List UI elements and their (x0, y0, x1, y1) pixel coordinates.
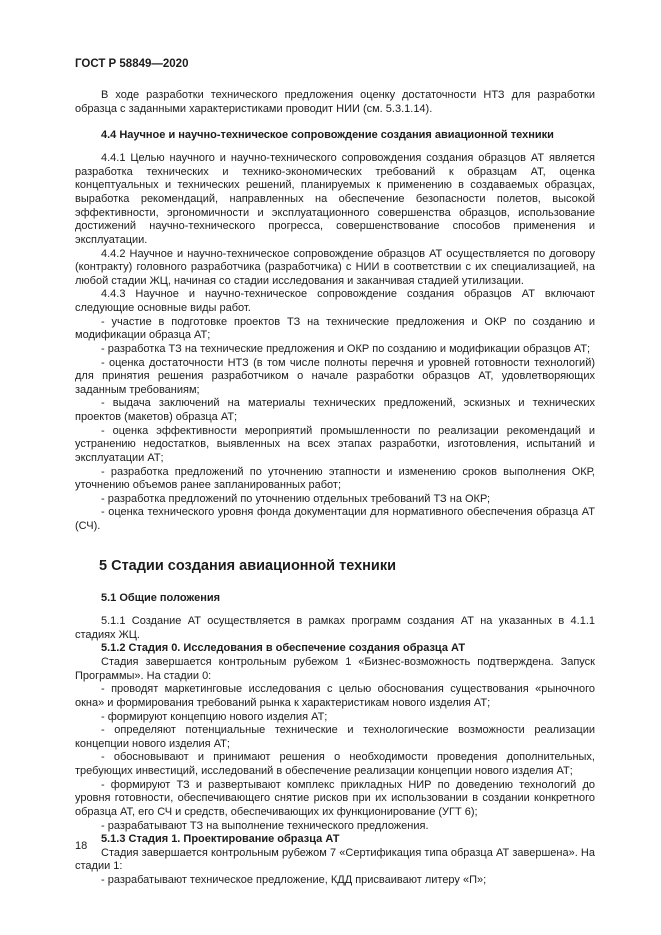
list-item: - разработка предложений по уточнению отдельных требований ТЗ на ОКР; (101, 492, 491, 505)
page-number: 18 (75, 840, 88, 852)
paragraph-4-4-2: 4.4.2 Научное и научно-техническое сопровождение образцов АТ осуществляется по договору (контракту) головного разработчика (разработчика) с НИИ в соответствии с их специализацией, на любой стадии ЖЦ, начиная со стадии исследования и заканчивая стадией утилизации. (75, 247, 595, 287)
heading-5-1: 5.1 Общие положения (101, 591, 221, 604)
heading-4-4: 4.4 Научное и научно-техническое сопровождение создания авиационной техники (101, 128, 554, 141)
paragraph-4-4-3: 4.4.3 Научное и научно-техническое сопровождение создания образцов АТ включают следующие основные виды работ. (75, 288, 595, 314)
paragraph-stage-0: Стадия завершается контрольным рубежом 1 «Бизнес-возможность подтверждена. Запуск Программы». На стадии 0: (75, 656, 595, 682)
paragraph-5-1-1: 5.1.1 Создание АТ осуществляется в рамках программ создания АТ на указанных в 4.1.1 стадиях ЖЦ. (75, 615, 595, 641)
list-item: - разработка предложений по уточнению этапности и изменению сроков выполнения ОКР, уточнению объемов ранее запланированных работ; (75, 465, 595, 492)
paragraph-stage-1: Стадия завершается контрольным рубежом 7 «Сертификация типа образца АТ завершена». На стадии 1: (75, 846, 595, 873)
list-item: - выдача заключений на материалы технических предложений, эскизных и технических проектов (макетов) образца АТ; (75, 397, 595, 423)
list-item: - разрабатывают техническое предложение, КДД присваивают литеру «П»; (101, 874, 487, 887)
list-item: - проводят маркетинговые исследования с целью обоснования существования «рыночного окна» и формирования требований рынка к характеристикам нового изделия АТ; (75, 683, 595, 709)
list-item: - формируют ТЗ и развертывают комплекс прикладных НИР по доведению технологий до уровня готовности, обеспечивающего снятие рисков при их использовании в создании конкретного образца АТ, его СЧ и средств, обеспечивающих их функционирование (УГТ 6); (75, 778, 595, 818)
paragraph-intro: В ходе разработки технического предложения оценку достаточности НТЗ для разработки образца с заданными характеристиками проводит НИИ (см. 5.3.1.14). (75, 89, 595, 115)
doc-number-header: ГОСТ Р 58849—2020 (75, 58, 189, 70)
heading-5-1-2: 5.1.2 Стадия 0. Исследования в обеспечение создания образца АТ (101, 642, 466, 655)
list-item: - разрабатывают ТЗ на выполнение технического предложения. (101, 819, 429, 832)
list-item: - обосновывают и принимают решения о необходимости проведения дополнительных, требующих инвестиций, исследований в обеспечение реализации концепции нового изделия АТ; (75, 751, 595, 778)
paragraph-4-4-1: 4.4.1 Целью научного и научно-технического сопровождения создания образцов АТ является разработка технических и технико-экономических требований к образцам АТ, оценка концептуальных и технических решений, планируемых к применению в создаваемых образцах, выработка рекомендаций, направленных на обеспечение безопасности полетов, высокой эффективности, эргономичности и эксплуатационного совершенства образцов, использование достижений научно-технического прогресса, совершенствование способов применения и эксплуатации. (75, 152, 595, 246)
list-item: - оценка технического уровня фонда документации для нормативного обеспечения образца АТ (СЧ). (75, 506, 595, 532)
list-item: - определяют потенциальные технические и технологические возможности реализации концепции нового изделия АТ; (75, 724, 595, 750)
list-item: - участие в подготовке проектов ТЗ на технические предложения и ОКР по созданию и модификации образца АТ; (75, 315, 595, 342)
document-body (75, 89, 595, 887)
heading-5-1-3: 5.1.3 Стадия 1. Проектирование образца АТ (101, 833, 340, 846)
heading-5: 5 Стадии создания авиационной техники (99, 557, 396, 574)
list-item: - оценка достаточности НТЗ (в том числе полноты перечня и уровней готовности технологий) для принятия решения разработчиком о начале разработки образцов АТ, удовлетворяющих заданным требованиям; (75, 356, 595, 396)
list-item: - разработка ТЗ на технические предложения и ОКР по созданию и модификации образцов АТ; (101, 342, 591, 355)
list-item: - оценка эффективности мероприятий промышленности по реализации рекомендаций и устранению недостатков, выявленных на всех этапах разработки, изготовления, испытаний и эксплуатации АТ; (75, 424, 595, 464)
list-item: - формируют концепцию нового изделия АТ; (101, 710, 328, 723)
